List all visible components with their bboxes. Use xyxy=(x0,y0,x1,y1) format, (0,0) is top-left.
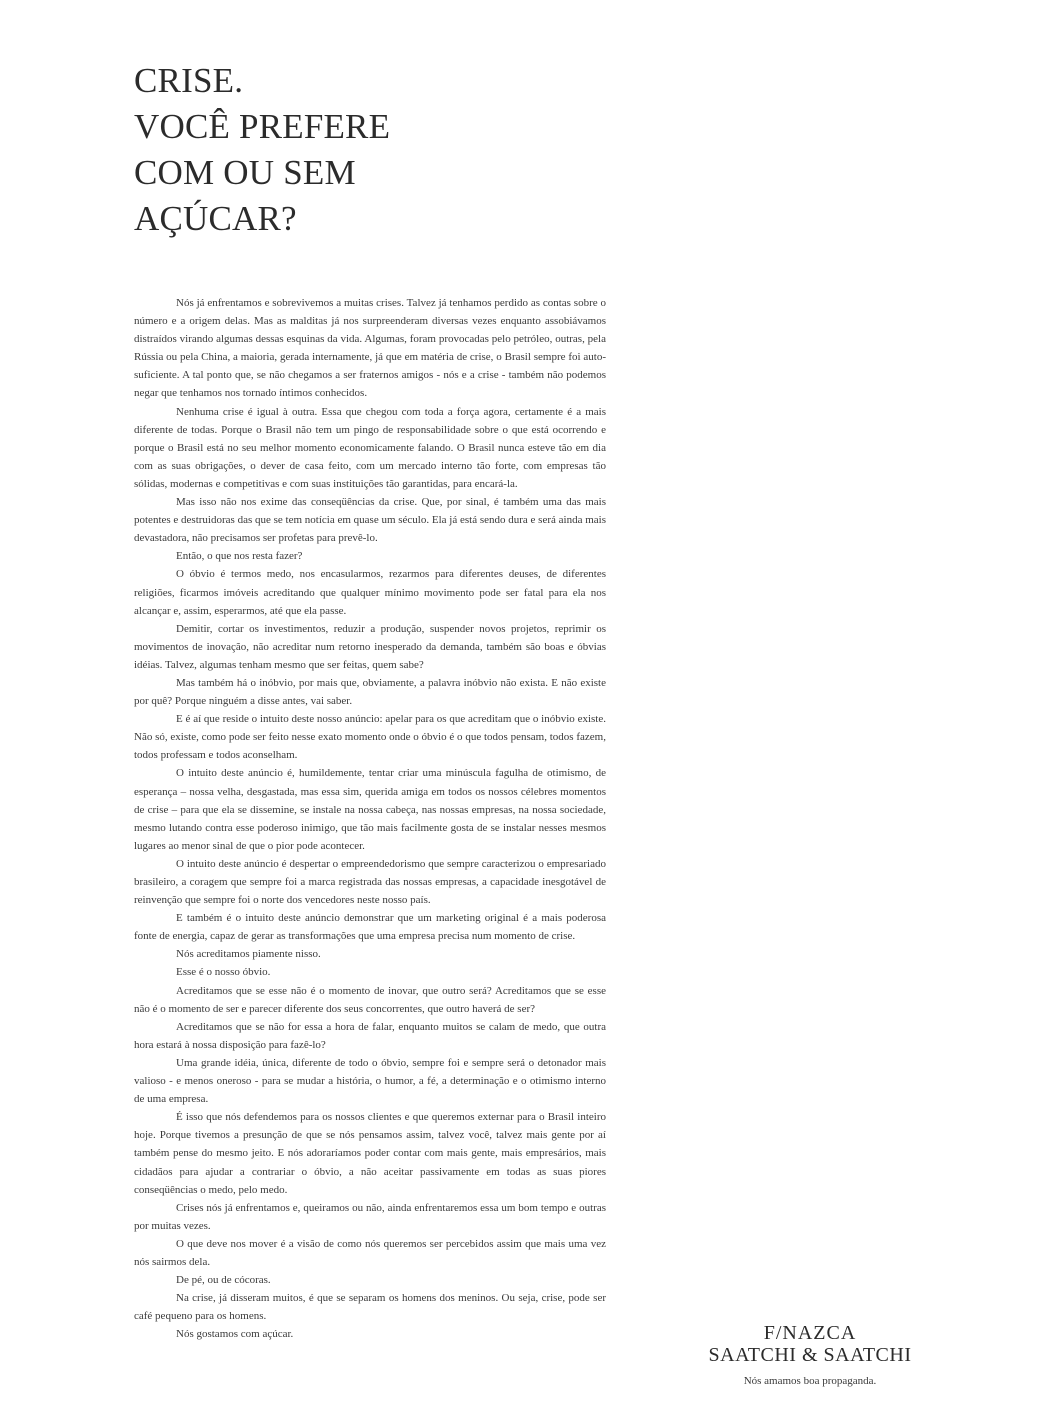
body-paragraph: É isso que nós defendemos para os nossos clientes e que queremos externar para o Brasil inteiro hoje. Porque tivemos a presunção de que se nós pensamos assim, talvez você, talvez mais gente por aí também pense do mesmo jeito. E nós adoraríamos poder contar com mais gente, mais empresários, mais cidadãos para ajudar a contrariar o óbvio, a não aceitar passivamente em todas as suas piores conseqüências o medo, pelo medo. xyxy=(134,1111,606,1196)
body-paragraph: O intuito deste anúncio é despertar o empreendedorismo que sempre caracterizou o empresariado brasileiro, a coragem que sempre foi a marca registrada das nossas empresas, a capacidade inesgotável de reinvenção que sempre foi o norte dos vencedores neste nosso país. xyxy=(134,857,606,907)
body-paragraph: Nós acreditamos piamente nisso. xyxy=(176,948,321,961)
body-paragraph: O intuito deste anúncio é, humildemente, tentar criar uma minúscula fagulha de otimismo, de esperança – nossa velha, desgastada, mas essa sim, querida amiga em todos os nossos célebres momentos de crise – para que ela se dissemine, se instale na nossa cabeça, nas nossas empresas, na nossa sociedade, mesmo lutando contra esse poderoso inimigo, que tão mais facilmente gosta de se instalar nesses mesmos lugares ao menor sinal de que o pior pode acontecer. xyxy=(134,767,606,852)
body-paragraph: Mas isso não nos exime das conseqüências da crise. Que, por sinal, é também uma das mais potentes e destruidoras das que se tem notícia em quase um século. Ela já está sendo dura e será ainda mais devastadora, não precisamos ser profetas para prevê-lo. xyxy=(134,496,606,545)
body-paragraph: E também é o intuito deste anúncio demonstrar que um marketing original é a mais poderosa fonte de energia, capaz de gerar as transformações que uma empresa precisa num momento de crise. xyxy=(134,912,606,943)
headline-line: AÇÚCAR? xyxy=(134,199,297,238)
body-paragraph: Então, o que nos resta fazer? xyxy=(176,550,303,563)
body-paragraph: Nós gostamos com açúcar. xyxy=(176,1328,294,1341)
body-paragraph: Uma grande idéia, única, diferente de todo o óbvio, sempre foi e sempre será o detonador mais valioso - e menos oneroso - para se mudar a história, o humor, a fé, a determinação e o otimismo interno de uma empresa. xyxy=(134,1056,606,1106)
body-paragraph: Esse é o nosso óbvio. xyxy=(176,966,271,979)
agency-name-line2: SAATCHI & SAATCHI xyxy=(708,1344,912,1366)
headline-line: CRISE. xyxy=(134,61,244,100)
headline-line: COM OU SEM xyxy=(134,153,356,192)
headline xyxy=(134,58,554,242)
headline-line: VOCÊ PREFERE xyxy=(134,107,391,146)
body-paragraph: Demitir, cortar os investimentos, reduzir a produção, suspender novos projetos, reprimir os movimentos de inovação, não acreditar num retorno inesperado da demanda, também são boas e óbvias idéias. Talvez, algumas tenham mesmo que ser feitas, quem sabe? xyxy=(134,622,606,671)
agency-tagline: Nós amamos boa propaganda. xyxy=(743,1375,877,1387)
agency-signature xyxy=(690,1322,930,1388)
body-paragraph: De pé, ou de cócoras. xyxy=(176,1274,271,1287)
body-paragraph: Crises nós já enfrentamos e, queiramos ou não, ainda enfrentaremos essa um bom tempo e outras por muitas vezes. xyxy=(134,1201,606,1232)
body-paragraph: E é aí que reside o intuito deste nosso anúncio: apelar para os que acreditam que o inóbvio existe. Não só, existe, como pode ser feito nesse exato momento onde o óbvio é o que todos pensam, todos fazem, todos professam e todos aconselham. xyxy=(134,713,606,762)
body-paragraph: Na crise, já disseram muitos, é que se separam os homens dos meninos. Ou seja, crise, pode ser café pequeno para os homens. xyxy=(134,1292,606,1323)
body-paragraph: O óbvio é termos medo, nos encasularmos, rezarmos para diferentes deuses, de diferentes religiões, ficarmos imóveis acreditando que qualquer mínimo movimento pode ser fatal para ela nos alcançar e, assim, esperarmos, até que ela passe. xyxy=(134,568,606,617)
body-paragraph: Acreditamos que se não for essa a hora de falar, enquanto muitos se calam de medo, que outra hora estará à nossa disposição para fazê-lo? xyxy=(134,1020,606,1051)
body-paragraph: Nós já enfrentamos e sobrevivemos a muitas crises. Talvez já tenhamos perdido as contas sobre o número e a origem delas. Mas as malditas já nos surpreenderam diversas vezes enquanto assobiávamos distraídos virando algumas dessas esquinas da vida. Algumas, foram provocadas pelo petróleo, outras, pela Rússia ou pela China, a maioria, gerada internamente, já que em matéria de crise, o Brasil sempre foi auto-suficiente. A tal ponto que, se não chegamos a ser fraternos amigos - nós e a crise - também não podemos negar que tenhamos nos tornado íntimos conhecidos. xyxy=(134,297,606,400)
body-paragraph: Nenhuma crise é igual à outra. Essa que chegou com toda a força agora, certamente é a mais diferente de todas. Porque o Brasil não tem um pingo de responsabilidade sobre o que está ocorrendo e porque o Brasil está no seu melhor momento economicamente falando. O Brasil nunca esteve tão em dia com as suas obrigações, o dever de casa feito, com um mercado interno tão forte, com empresas tão sólidas, modernas e competitivas e com suas instituições tão garantidas, para encará-la. xyxy=(134,405,606,490)
body-paragraph: O que deve nos mover é a visão de como nós queremos ser percebidos assim que mais uma vez nós sairmos dela. xyxy=(134,1237,606,1268)
body-copy xyxy=(134,294,606,1343)
body-paragraph: Mas também há o inóbvio, por mais que, obviamente, a palavra inóbvio não exista. E não existe por quê? Porque ninguém a disse antes, vai saber. xyxy=(134,676,606,708)
agency-name-line1: F/NAZCA xyxy=(763,1322,857,1344)
body-paragraph: Acreditamos que se esse não é o momento de inovar, que outro será? Acreditamos que se esse não é o momento de ser e parecer diferente dos seus concorrentes, que outro haverá de ser? xyxy=(134,984,606,1015)
